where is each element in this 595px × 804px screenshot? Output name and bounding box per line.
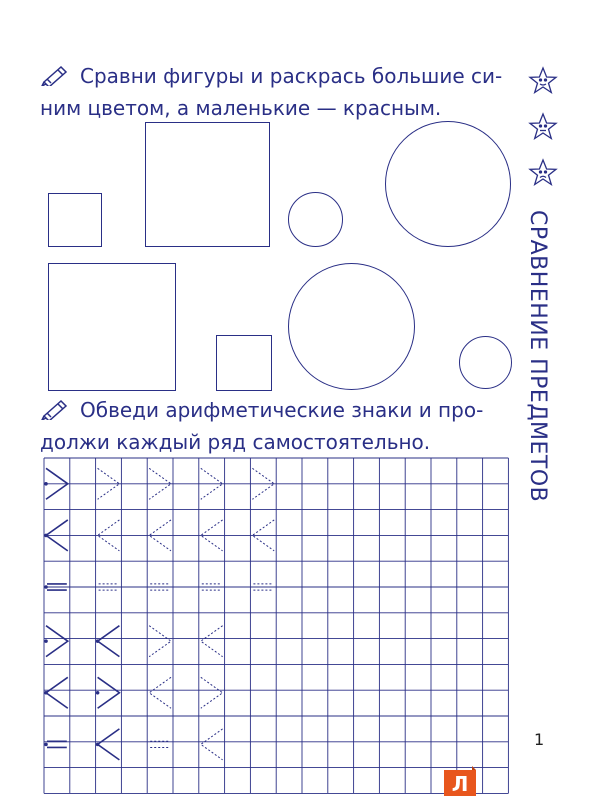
traceable-sign: [98, 520, 120, 551]
start-dot: [44, 691, 48, 695]
traceable-sign: [99, 584, 119, 590]
traceable-sign: [201, 520, 223, 551]
circle-large-1: [385, 121, 511, 247]
traceable-sign: [201, 677, 223, 708]
start-dot: [44, 585, 48, 589]
traceable-sign: [150, 584, 170, 590]
sample-sign: [98, 729, 120, 760]
traceable-sign: [149, 677, 171, 708]
task2-instruction: [40, 396, 520, 457]
circle-small-2: [459, 336, 512, 389]
traceable-sign: [253, 584, 273, 590]
traceable-sign: [149, 520, 171, 551]
sample-sign: [46, 626, 68, 657]
star-face-icon: [528, 158, 558, 188]
pencil-icon: [40, 396, 80, 428]
square-large-1: [145, 122, 270, 247]
traceable-sign: [98, 468, 120, 499]
traceable-sign: [202, 584, 222, 590]
sample-sign: [46, 468, 68, 499]
start-dot: [44, 482, 48, 486]
logo-icon: [442, 766, 478, 800]
star-face-icon: [528, 66, 558, 96]
traceable-sign: [201, 626, 223, 657]
circle-large-2: [288, 263, 415, 390]
traceable-sign: [150, 741, 170, 747]
traceable-sign: [201, 729, 223, 760]
traceable-sign: [201, 468, 223, 499]
sample-sign: [47, 584, 67, 590]
task1-instruction: [40, 62, 520, 123]
page-number: 1: [534, 730, 545, 749]
start-dot: [44, 534, 48, 538]
start-dot: [44, 639, 48, 643]
sample-sign: [46, 677, 68, 708]
traceable-sign: [252, 468, 274, 499]
task2-text: Обведи арифметические знаки и про- должи каждый ряд самостоятельно.: [40, 398, 484, 454]
section-title: СРАВНЕНИЕ ПРЕДМЕТОВ: [525, 210, 550, 503]
pencil-icon: [40, 62, 80, 94]
start-dot: [96, 691, 100, 695]
traceable-sign: [252, 520, 274, 551]
square-small-2: [216, 335, 272, 391]
traceable-sign: [149, 468, 171, 499]
star-face-icon: [528, 112, 558, 142]
square-small-1: [48, 193, 102, 247]
square-large-2: [48, 263, 176, 391]
start-dot: [96, 743, 100, 747]
task1-text: Сравни фигуры и раскрась большие си- ним цветом, а маленькие — красным.: [40, 64, 503, 120]
sample-sign: [47, 741, 67, 747]
sample-sign: [98, 626, 120, 657]
circle-small-1: [288, 192, 343, 247]
start-dot: [44, 743, 48, 747]
sample-sign: [46, 520, 68, 551]
start-dot: [96, 639, 100, 643]
sample-sign: [98, 677, 120, 708]
traceable-sign: [149, 626, 171, 657]
logo-letter: Л: [451, 772, 469, 796]
